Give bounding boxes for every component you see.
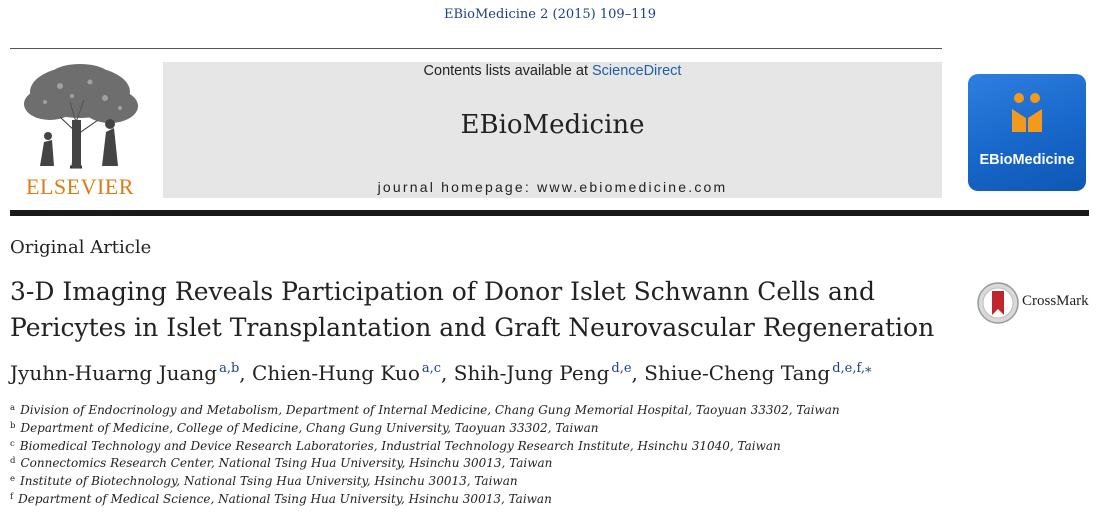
affiliation-text: Department of Medical Science, National Tsing Hua University, Hsinchu 30013, Taiwan bbox=[18, 491, 552, 506]
elsevier-wordmark: ELSEVIER bbox=[26, 174, 134, 199]
ebiomedicine-logo-text: EBioMedicine bbox=[979, 152, 1075, 168]
affiliation-item bbox=[10, 420, 840, 438]
crossmark-badge[interactable] bbox=[976, 281, 1092, 325]
affiliation-text: Institute of Biotechnology, National Tsing Hua University, Hsinchu 30013, Taiwan bbox=[20, 474, 518, 489]
author-name[interactable]: Shih-Jung Peng bbox=[453, 361, 610, 385]
sciencedirect-link[interactable]: ScienceDirect bbox=[592, 63, 682, 79]
journal-banner bbox=[163, 62, 942, 198]
affiliation-key: a bbox=[10, 403, 16, 413]
journal-name: EBioMedicine bbox=[460, 110, 645, 140]
affiliation-item bbox=[10, 455, 840, 473]
title-line-1: 3-D Imaging Reveals Participation of Donor Islet Schwann Cells and bbox=[10, 277, 876, 306]
author-affiliation-ref[interactable]: a,c bbox=[421, 361, 442, 376]
crossmark-icon bbox=[976, 281, 1020, 325]
ebiomedicine-mark-icon bbox=[968, 74, 1086, 191]
affiliation-key: f bbox=[10, 491, 14, 502]
affiliation-text: Connectomics Research Center, National Tsing Hua University, Hsinchu 30013, Taiwan bbox=[20, 456, 553, 471]
header-divider bbox=[10, 48, 942, 49]
affiliation-text: Biomedical Technology and Device Research Laboratories, Industrial Technology Research Institute, Hsinchu 31040, Taiwan bbox=[19, 438, 781, 453]
tree-icon bbox=[10, 62, 150, 172]
article-title bbox=[10, 274, 950, 346]
affiliation-text: Department of Medicine, College of Medicine, Chang Gung University, Taoyuan 33302, Taiwan bbox=[20, 420, 599, 435]
article-type: Original Article bbox=[10, 237, 152, 258]
affiliation-key: d bbox=[10, 456, 16, 467]
affiliation-list bbox=[10, 402, 840, 509]
affiliation-item bbox=[10, 473, 840, 491]
title-line-2: Pericytes in Islet Transplantation and Graft Neurovascular Regeneration bbox=[10, 313, 935, 342]
author-list: Jyuhn-Huarng Juang $^{a,b}$, Chien-Hung Kuo $^{a,c}$, Shih-Jung Peng $^{d,e}$, Shiue-Cheng Tang $^{d,e,f,⁎}$ bbox=[10, 361, 872, 385]
affiliation-key: e bbox=[10, 474, 16, 485]
ebiomedicine-logo[interactable] bbox=[968, 74, 1086, 191]
crossmark-label: CrossMark bbox=[1022, 293, 1089, 309]
journal-citation: EBioMedicine 2 (2015) 109–119 bbox=[443, 7, 657, 22]
author-name[interactable]: Chien-Hung Kuo bbox=[252, 361, 420, 385]
journal-homepage-link[interactable]: journal homepage: www.ebiomedicine.com bbox=[377, 179, 728, 195]
elsevier-logo[interactable] bbox=[10, 62, 150, 200]
author-name[interactable]: Shiue-Cheng Tang bbox=[644, 361, 831, 385]
affiliation-item bbox=[10, 438, 840, 456]
affiliation-text: Division of Endocrinology and Metabolism, Department of Internal Medicine, Chang Gung Memorial Hospital, Taoyuan 33302, Taiwan bbox=[20, 403, 840, 417]
affiliation-item bbox=[10, 402, 840, 420]
author-affiliation-ref[interactable]: d,e,f,⁎ bbox=[832, 361, 872, 376]
contents-line bbox=[163, 63, 942, 79]
affiliation-key: b bbox=[10, 420, 16, 431]
affiliation-item bbox=[10, 491, 840, 509]
contents-prefix: Contents lists available at bbox=[423, 63, 592, 79]
masthead-divider bbox=[10, 210, 1089, 216]
author-affiliation-ref[interactable]: d,e bbox=[611, 361, 632, 376]
author-name[interactable]: Jyuhn-Huarng Juang bbox=[10, 361, 218, 385]
affiliation-key: c bbox=[10, 438, 15, 449]
author-affiliation-ref[interactable]: a,b bbox=[219, 361, 240, 376]
